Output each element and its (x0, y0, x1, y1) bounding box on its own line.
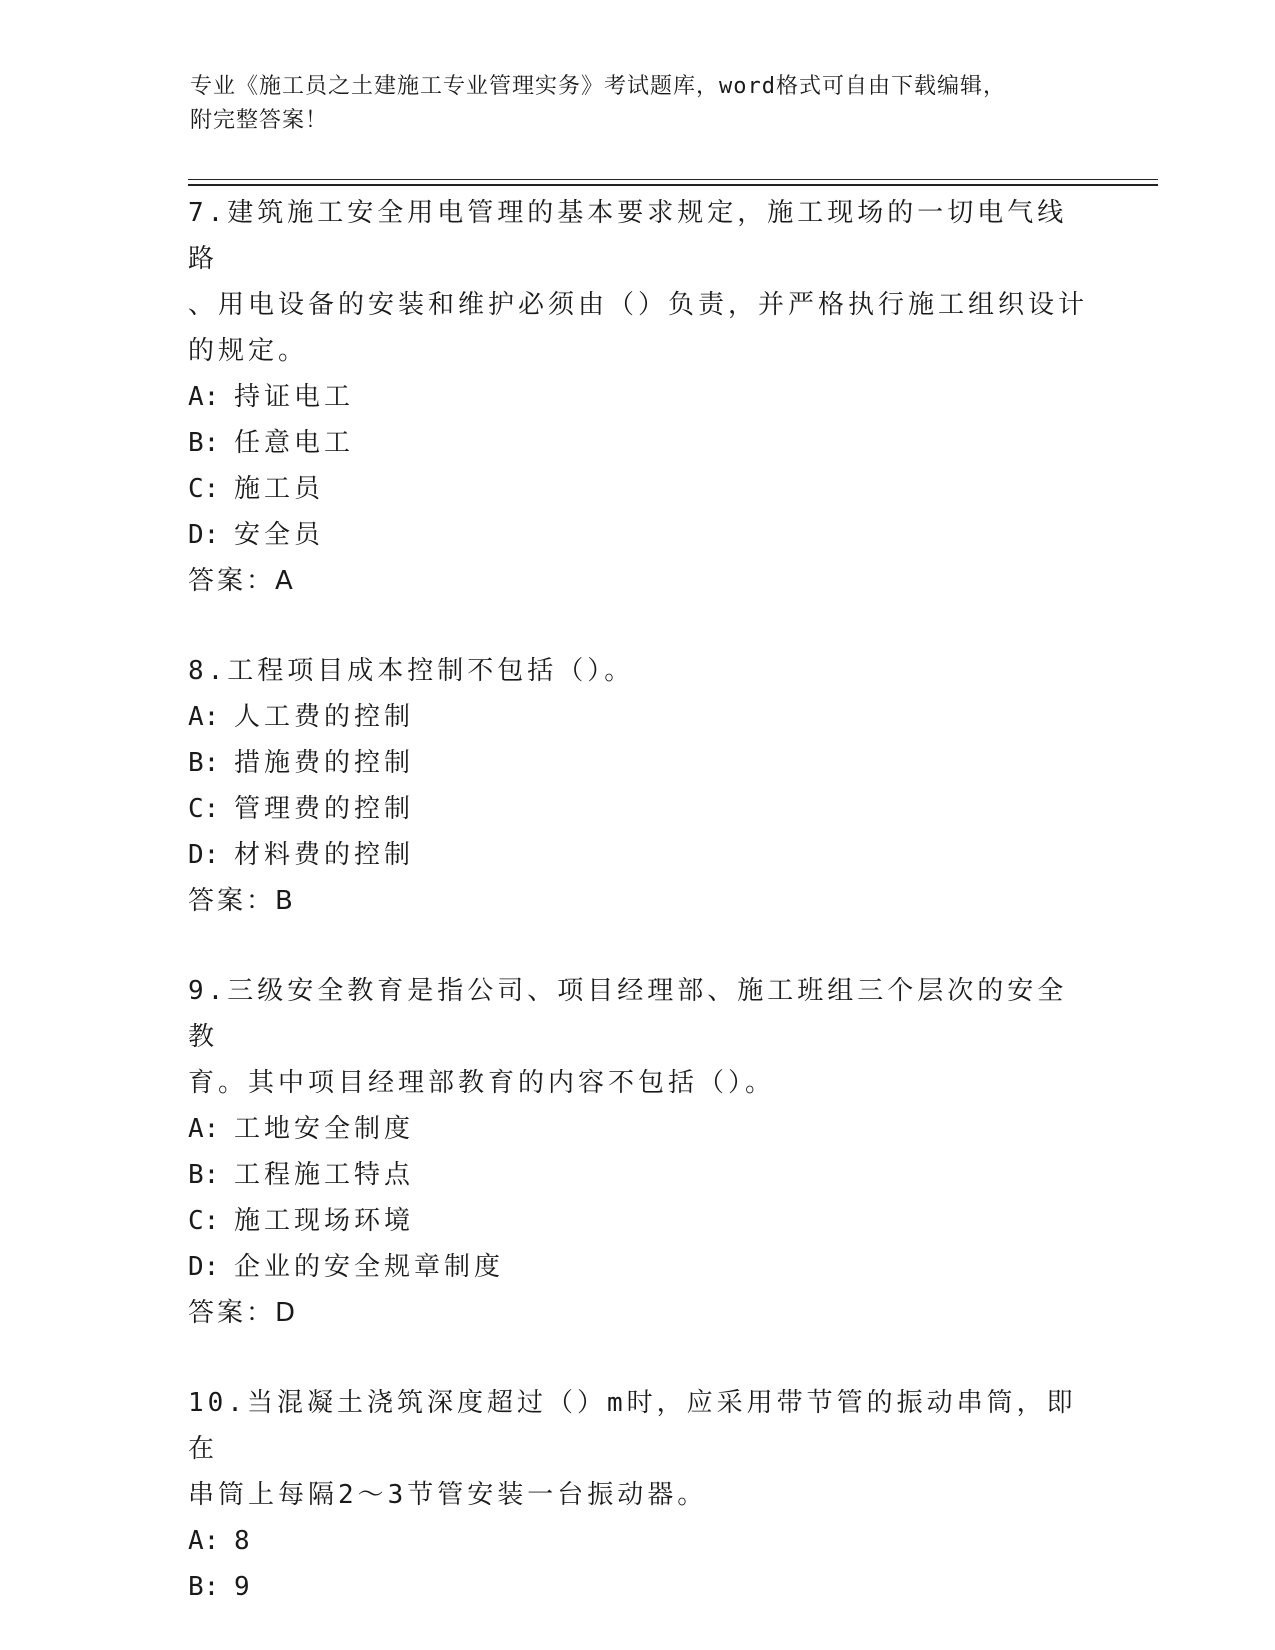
option-text: 工程施工特点 (234, 1160, 415, 1190)
question-spacer (188, 1336, 1088, 1380)
option-letter: A: (188, 1114, 220, 1144)
question-list (188, 190, 1088, 1610)
option-letter: B: (188, 428, 220, 458)
answer-option (188, 512, 1088, 558)
question-stem-line: 7.建筑施工安全用电管理的基本要求规定，施工现场的一切电气线路 (188, 198, 1068, 274)
question-stem-line: 育。其中项目经理部教育的内容不包括（）。 (188, 1068, 776, 1098)
answer-key: 答案：B (188, 886, 296, 916)
header-line-1: 专业《施工员之土建施工专业管理实务》考试题库，word格式可自由下载编辑， (190, 74, 1006, 99)
answer-key: 答案：D (188, 1298, 299, 1328)
option-text: 8 (234, 1526, 254, 1556)
answer-option (188, 832, 1088, 878)
question-block (188, 968, 1088, 1336)
answer-option (188, 1244, 1088, 1290)
question-stem-line: 10.当混凝土浇筑深度超过（）m时，应采用带节管的振动串筒，即在 (188, 1388, 1077, 1464)
header-divider-thick (188, 184, 1158, 186)
answer-option (188, 786, 1088, 832)
question-stem-line: 、用电设备的安装和维护必须由（）负责，并严格执行施工组织设计 (188, 290, 1089, 320)
option-letter: C: (188, 794, 220, 824)
option-text: 企业的安全规章制度 (234, 1252, 505, 1282)
option-text: 人工费的控制 (234, 702, 415, 732)
header-divider-thin (188, 179, 1158, 180)
question-block (188, 648, 1088, 924)
option-letter: B: (188, 1572, 220, 1602)
answer-key: 答案：A (188, 566, 296, 596)
option-text: 任意电工 (234, 428, 355, 458)
header-line-2: 附完整答案！ (190, 108, 329, 133)
question-block (188, 190, 1088, 604)
option-text: 安全员 (234, 520, 325, 550)
answer-option (188, 740, 1088, 786)
option-letter: C: (188, 474, 220, 504)
answer-option (188, 1564, 1088, 1610)
document-header (190, 70, 1090, 138)
question-block (188, 1380, 1088, 1610)
question-stem-line: 串筒上每隔2～3节管安装一台振动器。 (188, 1480, 708, 1510)
question-spacer (188, 604, 1088, 648)
option-text: 9 (234, 1572, 254, 1602)
option-letter: B: (188, 1160, 220, 1190)
question-stem-line: 的规定。 (188, 336, 309, 366)
answer-option (188, 420, 1088, 466)
answer-option (188, 466, 1088, 512)
question-stem-line: 8.工程项目成本控制不包括（）。 (188, 656, 635, 686)
option-text: 持证电工 (234, 382, 355, 412)
question-stem-line: 9.三级安全教育是指公司、项目经理部、施工班组三个层次的安全教 (188, 976, 1068, 1052)
option-text: 施工现场环境 (234, 1206, 415, 1236)
option-letter: D: (188, 840, 220, 870)
option-text: 材料费的控制 (234, 840, 415, 870)
option-letter: D: (188, 1252, 220, 1282)
option-letter: C: (188, 1206, 220, 1236)
answer-option (188, 1518, 1088, 1564)
option-text: 工地安全制度 (234, 1114, 415, 1144)
option-letter: A: (188, 702, 220, 732)
option-text: 管理费的控制 (234, 794, 415, 824)
answer-option (188, 1152, 1088, 1198)
answer-option (188, 1198, 1088, 1244)
option-letter: D: (188, 520, 220, 550)
option-text: 措施费的控制 (234, 748, 415, 778)
answer-option (188, 694, 1088, 740)
answer-option (188, 1106, 1088, 1152)
option-letter: B: (188, 748, 220, 778)
option-text: 施工员 (234, 474, 325, 504)
answer-option (188, 374, 1088, 420)
question-spacer (188, 924, 1088, 968)
option-letter: A: (188, 382, 220, 412)
option-letter: A: (188, 1526, 220, 1556)
